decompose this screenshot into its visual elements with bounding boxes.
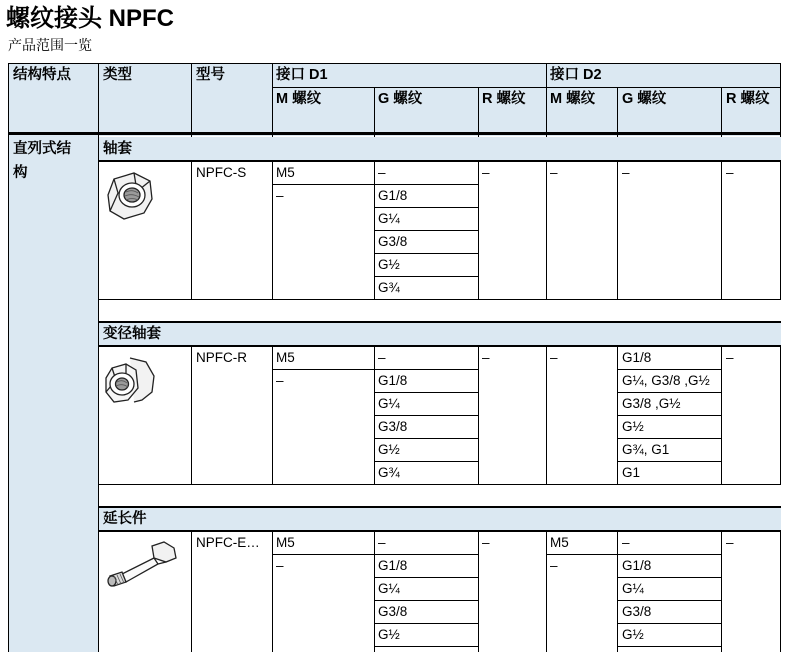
section-3-d1-g-1: – — [378, 535, 386, 550]
section-3-model: NPFC-E… — [196, 535, 260, 550]
page-subtitle: 产品范围一览 — [8, 37, 92, 53]
section-1-type: 轴套 — [103, 141, 132, 157]
header-port-d2: 接口 D2 — [550, 67, 602, 83]
section-3-d2-r: – — [726, 535, 734, 550]
section-3-d2-m-1: M5 — [550, 535, 569, 550]
section-1-d2-g: – — [622, 165, 630, 180]
section-2-d1-g-5: G½ — [378, 442, 400, 457]
header-type: 类型 — [103, 67, 132, 83]
section-1-d1-g-5: G½ — [378, 257, 400, 272]
section-3-d1-r: – — [482, 535, 490, 550]
section-1-d1-g-3: G¼ — [378, 211, 400, 226]
section-3-d2-g-5: G½ — [622, 627, 644, 642]
section-1-d1-g-2: G1/8 — [378, 188, 408, 203]
section-2-d2-g-5: G¾, G1 — [622, 442, 670, 457]
header-d1-m: M 螺纹 — [276, 91, 322, 107]
section-1-d1-r: – — [482, 165, 490, 180]
section-2-d2-g-1: G1/8 — [622, 350, 652, 365]
section-2-d2-m: – — [550, 350, 558, 365]
section-3-d2-g-3: G¼ — [622, 581, 644, 596]
section-2-d1-g-1: – — [378, 350, 386, 365]
extension-fitting-image — [102, 540, 182, 590]
header-d1-r: R 螺纹 — [482, 91, 526, 107]
section-2-d1-g-4: G3/8 — [378, 419, 408, 434]
section-3-d1-m-2: – — [276, 558, 284, 573]
section-2-d2-r: – — [726, 350, 734, 365]
header-d2-g: G 螺纹 — [622, 91, 667, 107]
section-1-model: NPFC-S — [196, 165, 247, 180]
section-1-d1-g-6: G¾ — [378, 280, 400, 295]
section-3-d2-g-2: G1/8 — [622, 558, 652, 573]
header-feature: 结构特点 — [13, 67, 71, 83]
reducing-sleeve-image — [100, 352, 158, 412]
section-3-d1-g-5: G½ — [378, 627, 400, 642]
section-2-type: 变径轴套 — [103, 326, 161, 342]
section-3-type: 延长件 — [103, 511, 147, 527]
section-2-d1-m-1: M5 — [276, 350, 295, 365]
section-2-d2-g-3: G3/8 ,G½ — [622, 396, 681, 411]
section-3-d2-g-1: – — [622, 535, 630, 550]
section-1-d2-r: – — [726, 165, 734, 180]
section-3-d1-g-4: G3/8 — [378, 604, 408, 619]
section-1-d1-m-1: M5 — [276, 165, 295, 180]
section-3-d2-g-4: G3/8 — [622, 604, 652, 619]
section-2-d1-g-2: G1/8 — [378, 373, 408, 388]
section-1-d2-m: – — [550, 165, 558, 180]
feature-line-2: 构 — [13, 165, 28, 181]
section-2-d1-r: – — [482, 350, 490, 365]
section-1-d1-g-4: G3/8 — [378, 234, 408, 249]
feature-line-1: 直列式结 — [13, 141, 71, 157]
section-band-2 — [98, 322, 781, 346]
header-d1-g: G 螺纹 — [378, 91, 423, 107]
page-title: 螺纹接头 NPFC — [6, 5, 174, 32]
sleeve-fitting-image — [100, 165, 158, 223]
header-subcells — [272, 88, 781, 136]
section-2-d1-g-3: G¼ — [378, 396, 400, 411]
header-d2-r: R 螺纹 — [726, 91, 770, 107]
header-model: 型号 — [196, 67, 225, 83]
feature-column — [8, 136, 98, 652]
section-1-d1-g-1: – — [378, 165, 386, 180]
section-2-d2-g-6: G1 — [622, 465, 641, 480]
section-band-1 — [98, 137, 781, 160]
header-port-d1: 接口 D1 — [276, 67, 328, 83]
section-3-d1-m-1: M5 — [276, 535, 295, 550]
section-2-d1-g-6: G¾ — [378, 465, 400, 480]
section-2-d1-m-2: – — [276, 373, 284, 388]
section-2-model: NPFC-R — [196, 350, 247, 365]
section-band-3 — [98, 507, 781, 531]
section-1-d1-m-2: – — [276, 188, 284, 203]
section-2-d2-g-2: G¼, G3/8 ,G½ — [622, 373, 710, 388]
section-3-d2-m-2: – — [550, 558, 558, 573]
section-3-d1-g-2: G1/8 — [378, 558, 408, 573]
section-3-d1-g-3: G¼ — [378, 581, 400, 596]
section-2-d2-g-4: G½ — [622, 419, 644, 434]
header-d2-m: M 螺纹 — [550, 91, 596, 107]
